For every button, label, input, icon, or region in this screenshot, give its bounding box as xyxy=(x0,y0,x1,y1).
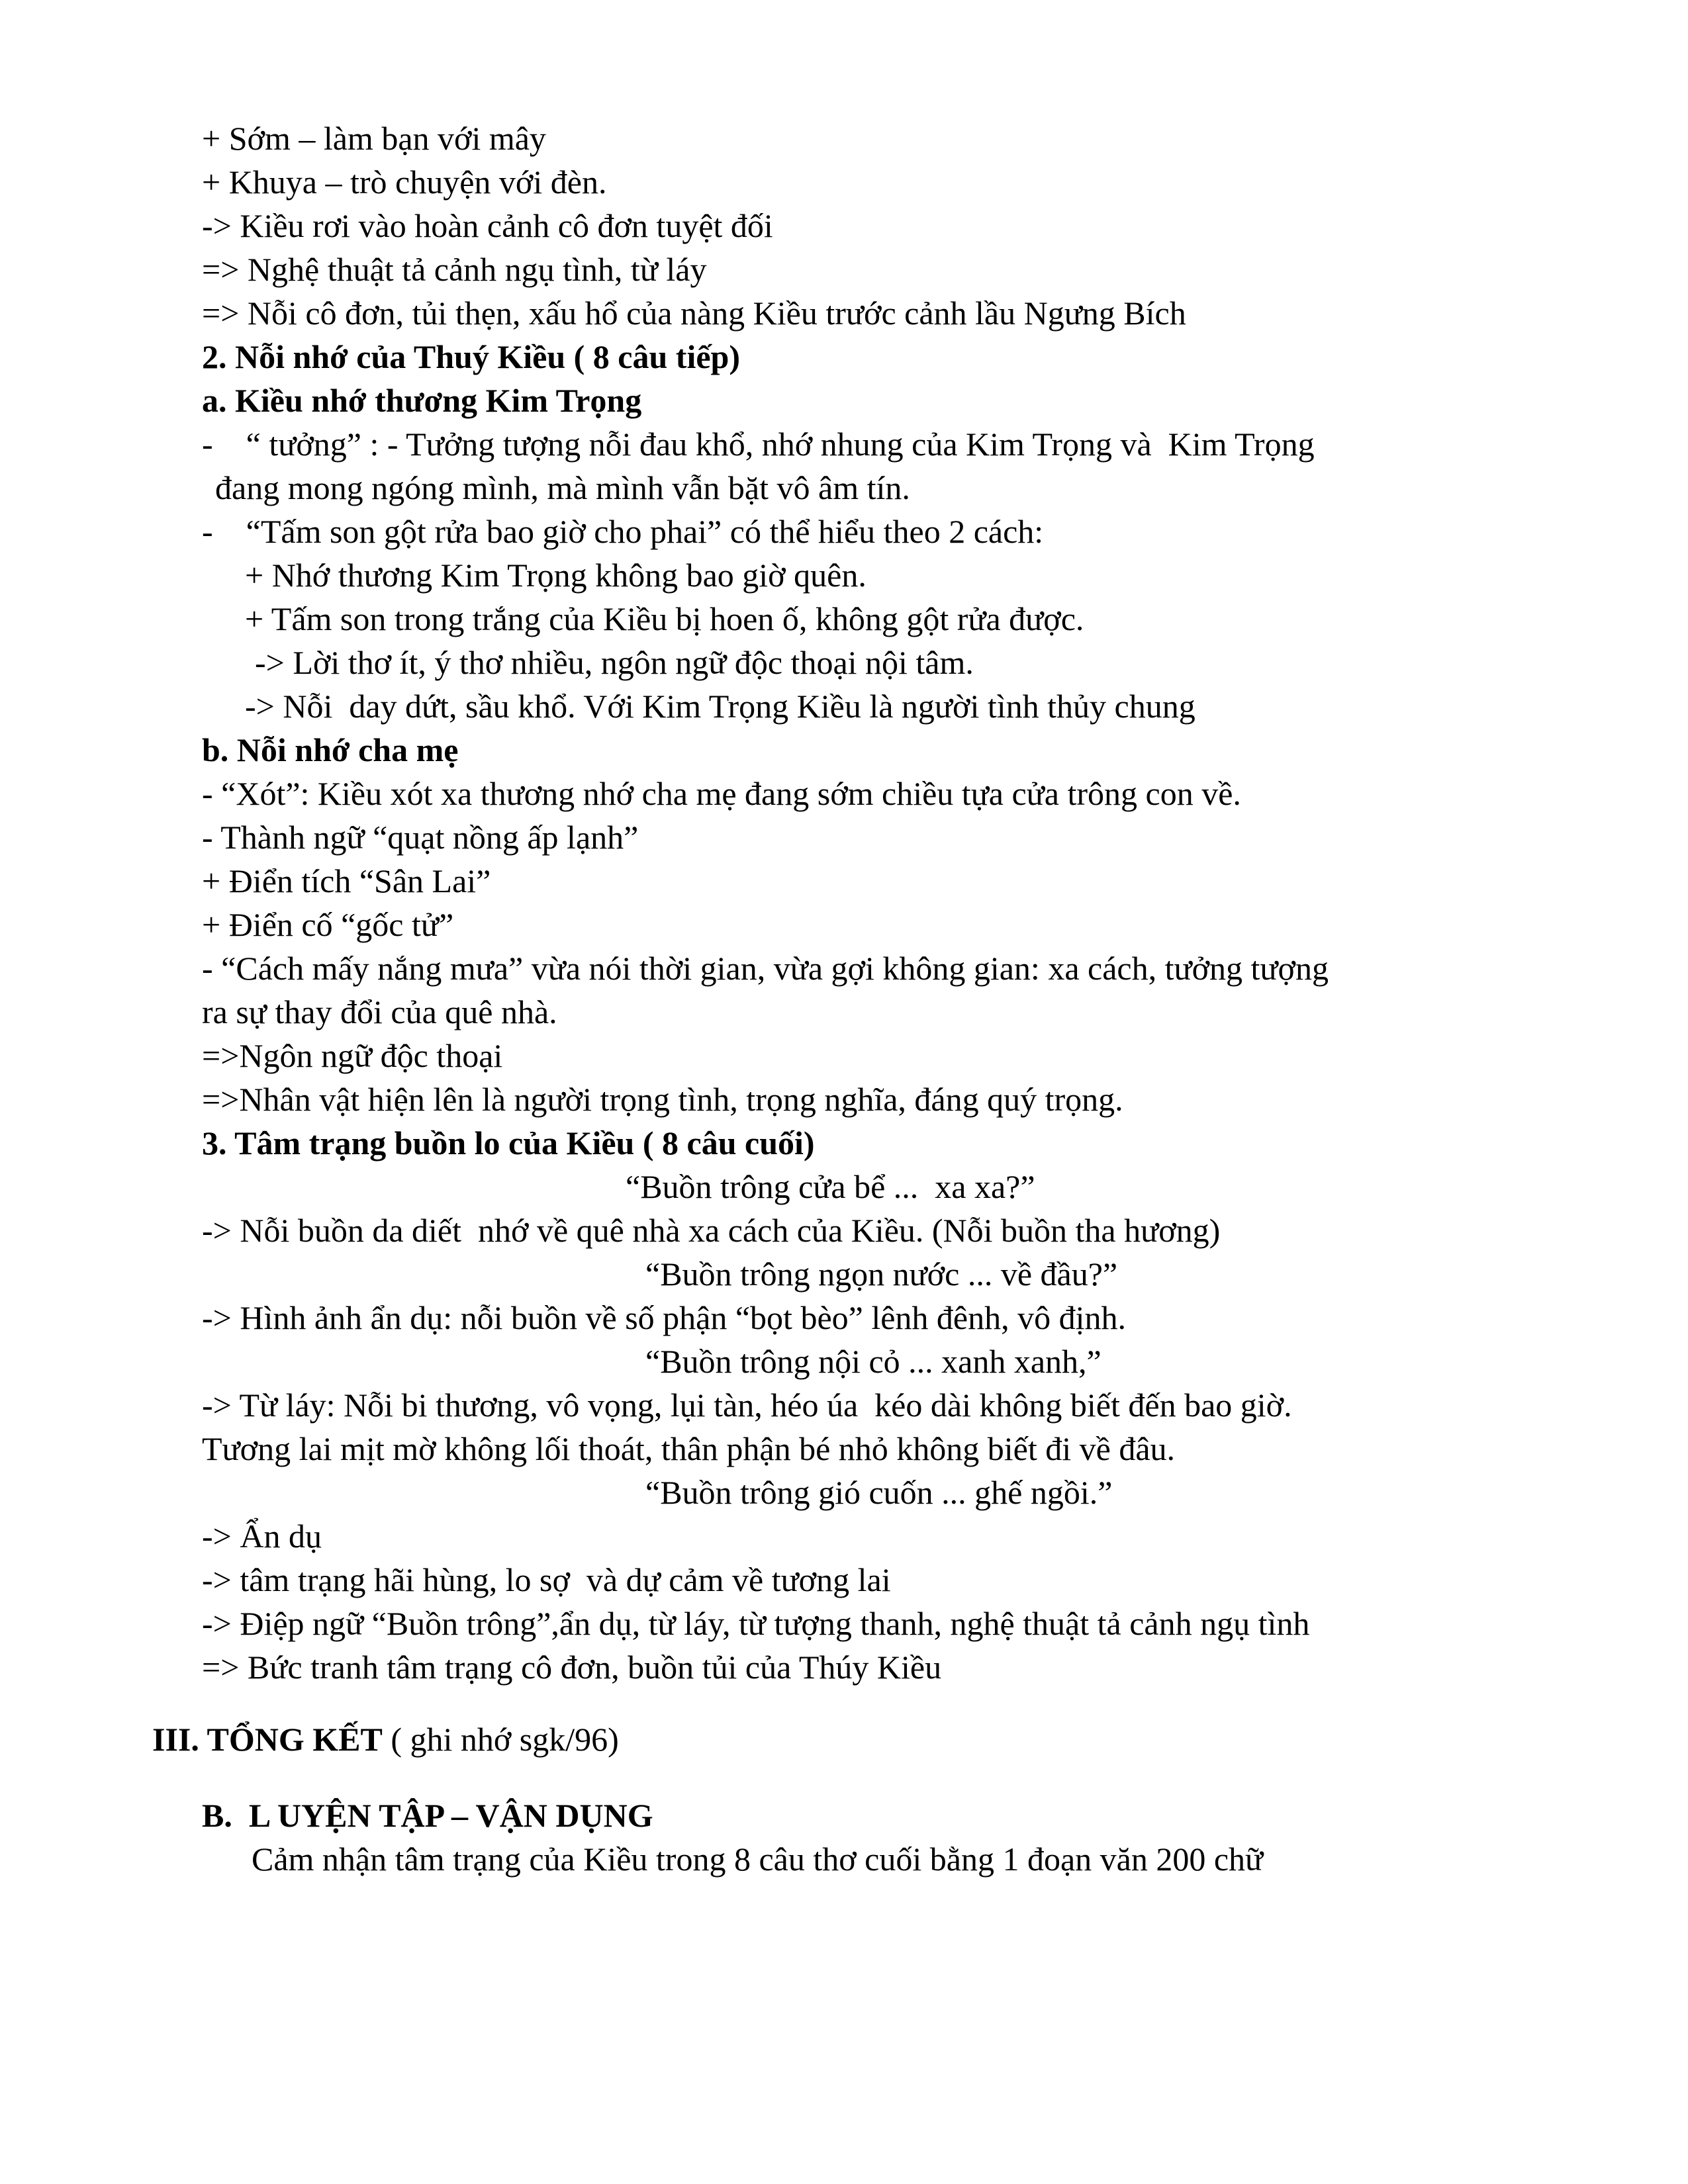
summary-heading: III. TỔNG KẾT xyxy=(152,1721,383,1758)
practice-task: Cảm nhận tâm trạng của Kiều trong 8 câu thơ cuối bằng 1 đoạn văn 200 chữ xyxy=(252,1841,1264,1878)
text-line: -> Hình ảnh ẩn dụ: nỗi buồn về số phận “bọt bèo” lênh đênh, vô định. xyxy=(202,1299,1126,1336)
text-line: => Bức tranh tâm trạng cô đơn, buồn tủi của Thúy Kiều xyxy=(202,1649,942,1686)
text-line: - Thành ngữ “quạt nồng ấp lạnh” xyxy=(202,819,639,856)
text-line: -> Ẩn dụ xyxy=(202,1518,322,1555)
text-line: đang mong ngóng mình, mà mình vẫn bặt vô âm tín. xyxy=(215,469,910,506)
summary-heading-line xyxy=(152,1717,619,1761)
text-line: + Điển cố “gốc tử” xyxy=(202,906,454,943)
text-line: - “Xót”: Kiều xót xa thương nhớ cha mẹ đang sớm chiều tựa cửa trông con về. xyxy=(202,775,1241,812)
text-line: - “Tấm son gột rửa bao giờ cho phai” có thể hiểu theo 2 cách: xyxy=(202,513,1044,550)
text-line: -> Từ láy: Nỗi bi thương, vô vọng, lụi tàn, héo úa kéo dài không biết đến bao giờ. xyxy=(202,1387,1292,1424)
text-line: -> Kiều rơi vào hoàn cảnh cô đơn tuyệt đối xyxy=(202,207,773,244)
text-line: + Sớm – làm bạn với mây xyxy=(202,120,546,157)
text-line: + Khuya – trò chuyện với đèn. xyxy=(202,163,607,201)
text-line: -> Lời thơ ít, ý thơ nhiều, ngôn ngữ độc thoại nội tâm. xyxy=(255,644,974,681)
text-line: -> Nỗi day dứt, sầu khổ. Với Kim Trọng Kiều là người tình thủy chung xyxy=(245,688,1196,725)
section-heading: 2. Nỗi nhớ của Thuý Kiều ( 8 câu tiếp) xyxy=(202,338,740,375)
section-heading: 3. Tâm trạng buồn lo của Kiều ( 8 câu cuối) xyxy=(202,1124,815,1161)
poem-quote: “Buồn trông nội cỏ ... xanh xanh,” xyxy=(645,1343,1102,1380)
text-line: + Điển tích “Sân Lai” xyxy=(202,862,491,899)
text-line: - “ tưởng” : - Tưởng tượng nỗi đau khổ, nhớ nhung của Kim Trọng và Kim Trọng xyxy=(202,426,1315,463)
text-line: - “Cách mấy nắng mưa” vừa nói thời gian, vừa gợi không gian: xa cách, tưởng tượng xyxy=(202,950,1329,987)
text-line: -> tâm trạng hãi hùng, lo sợ và dự cảm về tương lai xyxy=(202,1561,891,1598)
subsection-heading: a. Kiều nhớ thương Kim Trọng xyxy=(202,382,642,419)
practice-heading: B. L UYỆN TẬP – VẬN DỤNG xyxy=(202,1797,653,1834)
text-line: + Tấm son trong trắng của Kiều bị hoen ố, không gột rửa được. xyxy=(245,600,1084,637)
text-line: -> Nỗi buồn da diết nhớ về quê nhà xa cách của Kiều. (Nỗi buồn tha hương) xyxy=(202,1212,1221,1249)
text-line: => Nỗi cô đơn, tủi thẹn, xấu hổ của nàng Kiều trước cảnh lầu Ngưng Bích xyxy=(202,295,1186,332)
text-line: =>Ngôn ngữ độc thoại xyxy=(202,1037,503,1074)
text-line: ra sự thay đổi của quê nhà. xyxy=(202,993,557,1030)
text-line: Tương lai mịt mờ không lối thoát, thân phận bé nhỏ không biết đi về đâu. xyxy=(202,1430,1176,1467)
text-line: -> Điệp ngữ “Buồn trông”,ẩn dụ, từ láy, từ tượng thanh, nghệ thuật tả cảnh ngụ tình xyxy=(202,1605,1310,1642)
poem-quote: “Buồn trông cửa bể ... xa xa?” xyxy=(626,1168,1035,1205)
text-line: => Nghệ thuật tả cảnh ngụ tình, từ láy xyxy=(202,251,707,288)
subsection-heading: b. Nỗi nhớ cha mẹ xyxy=(202,731,459,768)
poem-quote: “Buồn trông gió cuốn ... ghế ngồi.” xyxy=(645,1474,1113,1511)
text-line: =>Nhân vật hiện lên là người trọng tình, trọng nghĩa, đáng quý trọng. xyxy=(202,1081,1123,1118)
text-line: + Nhớ thương Kim Trọng không bao giờ quên. xyxy=(245,557,867,594)
poem-quote: “Buồn trông ngọn nước ... về đầu?” xyxy=(645,1255,1118,1293)
summary-note: ( ghi nhớ sgk/96) xyxy=(382,1721,619,1758)
